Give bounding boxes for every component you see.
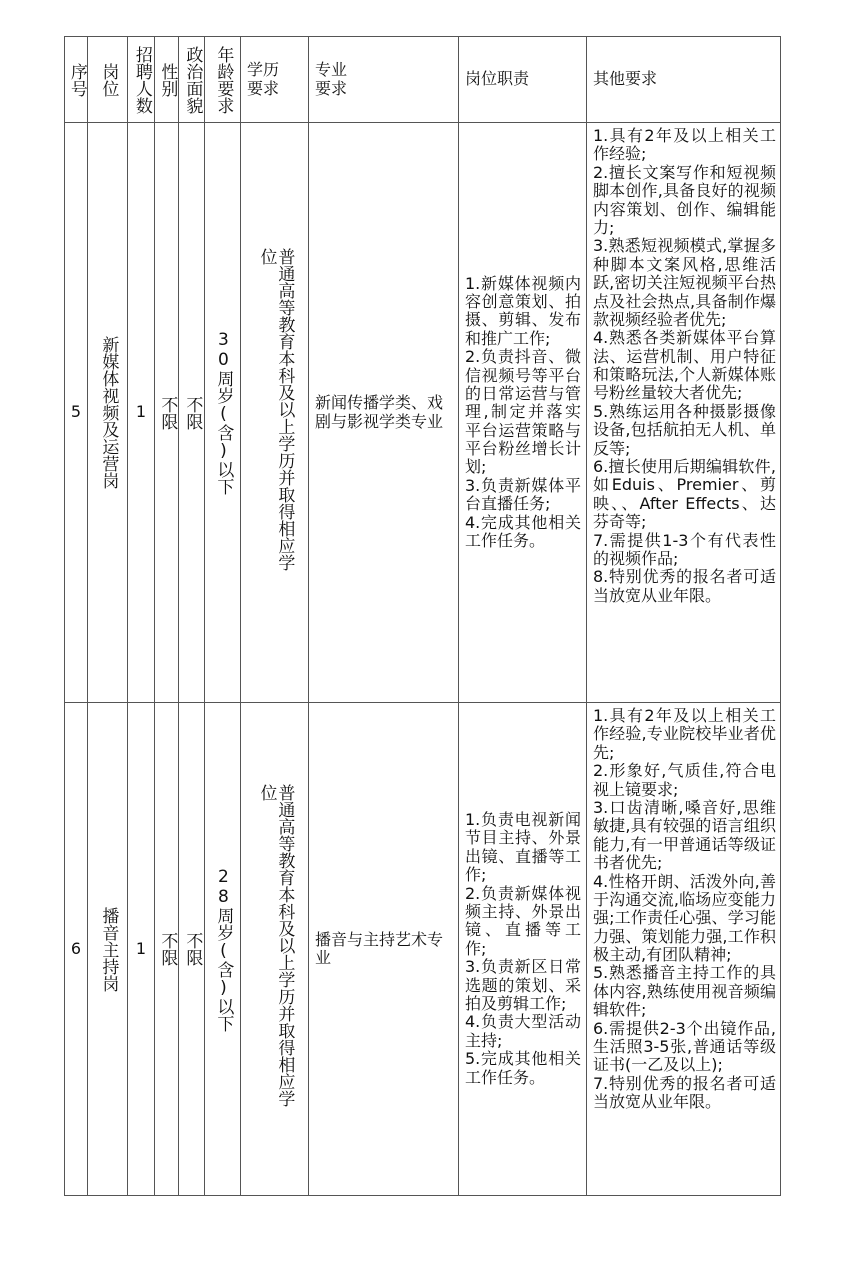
list-item: 4.熟悉各类新媒体平台算法、运营机制、用户特征和策略玩法,个人新媒体账号粉丝量较大者优先; bbox=[593, 328, 776, 403]
row-political: 不限 bbox=[179, 123, 205, 703]
list-item: 5.熟练运用各种摄影摄像设备,包括航拍无人机、单反等; bbox=[593, 401, 776, 458]
row-major: 新闻传播学类、戏剧与影视学类专业 bbox=[309, 123, 459, 703]
table-row bbox=[65, 123, 781, 703]
header-education: 学历要求 bbox=[241, 37, 309, 123]
row-seq: 6 bbox=[65, 703, 88, 1196]
list-item: 4.负责大型活动主持; bbox=[465, 1012, 581, 1050]
row-education: 普通高等教育本科及以上学历并取得相应学位 bbox=[241, 123, 309, 703]
list-item: 7.特别优秀的报名者可适当放宽从业年限。 bbox=[593, 1073, 776, 1112]
header-major: 专业要求 bbox=[309, 37, 459, 123]
row-gender: 不限 bbox=[155, 703, 179, 1196]
header-count: 招聘人数 bbox=[128, 37, 155, 123]
list-item: 8.特别优秀的报名者可适当放宽从业年限。 bbox=[593, 567, 776, 605]
list-item: 4.性格开朗、活泼外向,善于沟通交流,临场应变能力强;工作责任心强、学习能力强、策划能力强,工作积极主动,有团队精神; bbox=[593, 871, 776, 965]
row-age: 30周岁(含)以下 bbox=[205, 123, 241, 703]
header-duties: 岗位职责 bbox=[459, 37, 587, 123]
list-item: 2.负责抖音、微信视频号等平台的日常运营与管理,制定并落实平台运营策略与平台粉丝增长计划; bbox=[465, 347, 581, 477]
row-major: 播音与主持艺术专业 bbox=[309, 703, 459, 1196]
list-item: 4.完成其他相关工作任务。 bbox=[465, 512, 581, 551]
list-item: 6.需提供2-3个出镜作品,生活照3-5张,普通话等级证书(一乙及以上); bbox=[593, 1018, 776, 1075]
list-item: 1.具有2年及以上相关工作经验; bbox=[593, 127, 776, 164]
row-duties bbox=[459, 703, 587, 1196]
header-post: 岗位 bbox=[88, 37, 128, 123]
row-other bbox=[587, 703, 781, 1196]
list-item: 3.负责新区日常选题的策划、采拍及剪辑工作; bbox=[465, 957, 581, 1013]
header-political: 政治面貌 bbox=[179, 37, 205, 123]
list-item: 2.擅长文案写作和短视频脚本创作,具备良好的视频内容策划、创作、编辑能力; bbox=[593, 162, 776, 237]
row-post: 播音主持岗 bbox=[88, 703, 128, 1196]
table-row bbox=[65, 703, 781, 1196]
row-post: 新媒体视频及运营岗 bbox=[88, 123, 128, 703]
list-item: 3.口齿清晰,嗓音好,思维敏捷,具有较强的语言组织能力,有一甲普通话等级证书者优先; bbox=[593, 797, 776, 873]
header-age: 年龄要求 bbox=[205, 37, 241, 123]
header-seq: 序号 bbox=[65, 37, 88, 123]
header-row bbox=[65, 37, 781, 123]
list-item: 2.负责新媒体视频主持、外景出镜、直播等工作; bbox=[465, 883, 581, 958]
row-duties bbox=[459, 123, 587, 703]
header-gender: 性别 bbox=[155, 37, 179, 123]
recruitment-table bbox=[64, 36, 781, 1196]
row-political: 不限 bbox=[179, 703, 205, 1196]
row-seq: 5 bbox=[65, 123, 88, 703]
list-item: 3.熟悉短视频模式,掌握多种脚本文案风格,思维活跃,密切关注短视频平台热点及社会热点,具备制作爆款视频经验者优先; bbox=[593, 236, 776, 329]
list-item: 5.完成其他相关工作任务。 bbox=[465, 1049, 581, 1087]
row-gender: 不限 bbox=[155, 123, 179, 703]
list-item: 2.形象好,气质佳,符合电视上镜要求; bbox=[593, 761, 776, 799]
row-count: 1 bbox=[128, 123, 155, 703]
row-education: 普通高等教育本科及以上学历并取得相应学位 bbox=[241, 703, 309, 1196]
list-item: 1.负责电视新闻节目主持、外景出镜、直播等工作; bbox=[465, 810, 581, 885]
list-item: 3.负责新媒体平台直播任务; bbox=[465, 475, 581, 514]
list-item: 1.新媒体视频内容创意策划、拍摄、剪辑、发布和推广工作; bbox=[465, 273, 581, 348]
header-other: 其他要求 bbox=[587, 37, 781, 123]
list-item: 6.擅长使用后期编辑软件,如Eduis、Premier、剪映、、After Effects、达芬奇等; bbox=[593, 457, 776, 532]
row-count: 1 bbox=[128, 703, 155, 1196]
list-item: 1.具有2年及以上相关工作经验,专业院校毕业者优先; bbox=[593, 707, 776, 762]
row-age: 28周岁(含)以下 bbox=[205, 703, 241, 1196]
list-item: 5.熟悉播音主持工作的具体内容,熟练使用视音频编辑软件; bbox=[593, 963, 776, 1020]
row-other bbox=[587, 123, 781, 703]
list-item: 7.需提供1-3个有代表性的视频作品; bbox=[593, 530, 776, 568]
